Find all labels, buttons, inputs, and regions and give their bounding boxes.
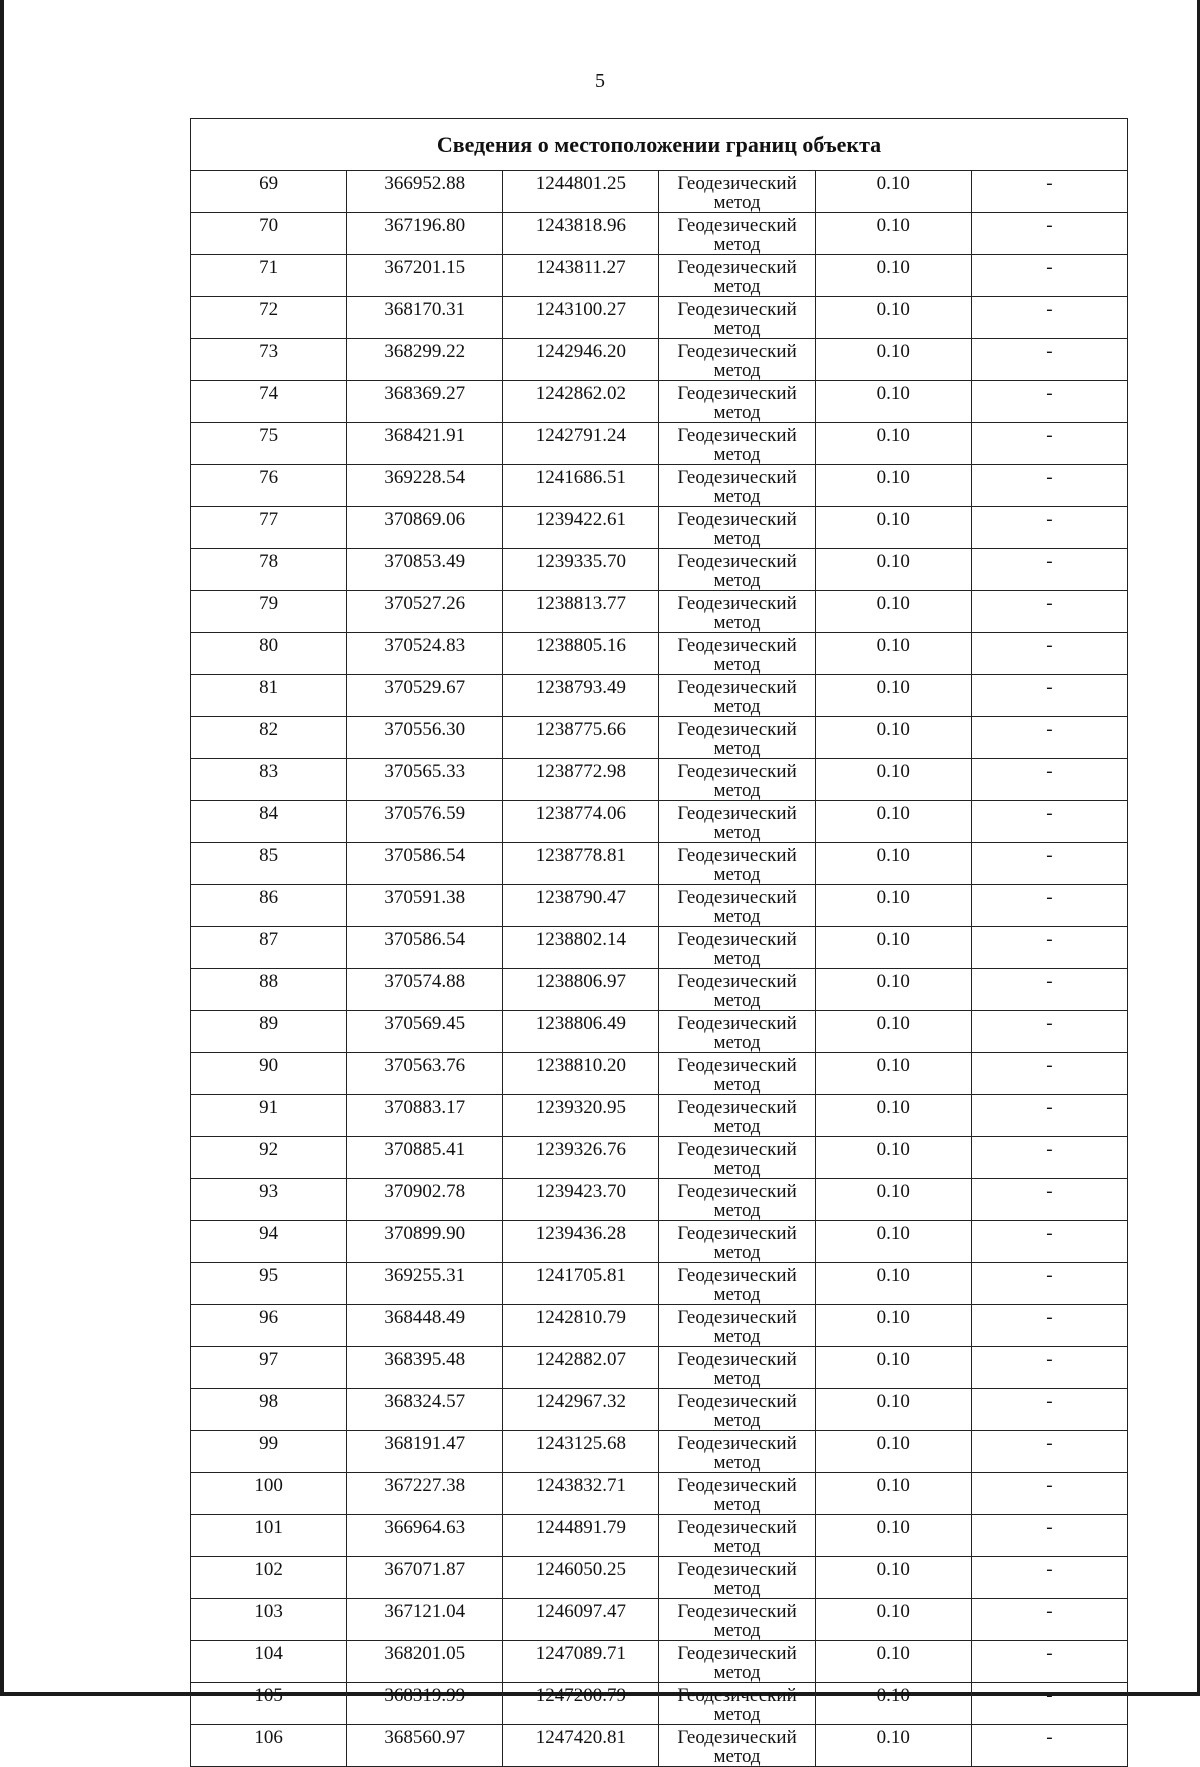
x-coordinate-cell: 370556.30 bbox=[347, 717, 503, 759]
table-row bbox=[191, 213, 1128, 255]
method-cell: Геодезический метод bbox=[659, 1305, 815, 1347]
x-coordinate-cell: 367227.38 bbox=[347, 1473, 503, 1515]
y-coordinate-cell: 1239436.28 bbox=[503, 1221, 659, 1263]
description-cell: - bbox=[971, 1641, 1127, 1683]
method-cell: Геодезический метод bbox=[659, 255, 815, 297]
x-coordinate-cell: 370569.45 bbox=[347, 1011, 503, 1053]
description-cell: - bbox=[971, 1515, 1127, 1557]
table-row bbox=[191, 1347, 1128, 1389]
table-row bbox=[191, 1389, 1128, 1431]
table-row bbox=[191, 759, 1128, 801]
y-coordinate-cell: 1238790.47 bbox=[503, 885, 659, 927]
point-number-cell: 71 bbox=[191, 255, 347, 297]
method-cell: Геодезический метод bbox=[659, 717, 815, 759]
x-coordinate-cell: 370529.67 bbox=[347, 675, 503, 717]
point-number-cell: 76 bbox=[191, 465, 347, 507]
description-cell: - bbox=[971, 1557, 1127, 1599]
point-number-cell: 88 bbox=[191, 969, 347, 1011]
y-coordinate-cell: 1243125.68 bbox=[503, 1431, 659, 1473]
x-coordinate-cell: 370883.17 bbox=[347, 1095, 503, 1137]
y-coordinate-cell: 1238805.16 bbox=[503, 633, 659, 675]
table-row bbox=[191, 423, 1128, 465]
method-cell: Геодезический метод bbox=[659, 927, 815, 969]
description-cell: - bbox=[971, 591, 1127, 633]
x-coordinate-cell: 367071.87 bbox=[347, 1557, 503, 1599]
accuracy-cell: 0.10 bbox=[815, 1011, 971, 1053]
point-number-cell: 94 bbox=[191, 1221, 347, 1263]
accuracy-cell: 0.10 bbox=[815, 1641, 971, 1683]
table-row bbox=[191, 675, 1128, 717]
method-cell: Геодезический метод bbox=[659, 1221, 815, 1263]
point-number-cell: 73 bbox=[191, 339, 347, 381]
description-cell: - bbox=[971, 1725, 1127, 1767]
method-cell: Геодезический метод bbox=[659, 591, 815, 633]
accuracy-cell: 0.10 bbox=[815, 423, 971, 465]
x-coordinate-cell: 368560.97 bbox=[347, 1725, 503, 1767]
description-cell: - bbox=[971, 1011, 1127, 1053]
y-coordinate-cell: 1239326.76 bbox=[503, 1137, 659, 1179]
method-cell: Геодезический метод bbox=[659, 297, 815, 339]
table-row bbox=[191, 1599, 1128, 1641]
table-row bbox=[191, 969, 1128, 1011]
method-cell: Геодезический метод bbox=[659, 801, 815, 843]
y-coordinate-cell: 1244801.25 bbox=[503, 171, 659, 213]
point-number-cell: 103 bbox=[191, 1599, 347, 1641]
accuracy-cell: 0.10 bbox=[815, 255, 971, 297]
method-cell: Геодезический метод bbox=[659, 549, 815, 591]
page-number: 5 bbox=[595, 70, 605, 92]
table-row bbox=[191, 507, 1128, 549]
y-coordinate-cell: 1247089.71 bbox=[503, 1641, 659, 1683]
x-coordinate-cell: 368421.91 bbox=[347, 423, 503, 465]
description-cell: - bbox=[971, 1221, 1127, 1263]
method-cell: Геодезический метод bbox=[659, 1473, 815, 1515]
point-number-cell: 99 bbox=[191, 1431, 347, 1473]
x-coordinate-cell: 370576.59 bbox=[347, 801, 503, 843]
x-coordinate-cell: 368201.05 bbox=[347, 1641, 503, 1683]
point-number-cell: 77 bbox=[191, 507, 347, 549]
method-cell: Геодезический метод bbox=[659, 171, 815, 213]
table-row bbox=[191, 1053, 1128, 1095]
description-cell: - bbox=[971, 1305, 1127, 1347]
y-coordinate-cell: 1238813.77 bbox=[503, 591, 659, 633]
y-coordinate-cell: 1238778.81 bbox=[503, 843, 659, 885]
description-cell: - bbox=[971, 633, 1127, 675]
accuracy-cell: 0.10 bbox=[815, 843, 971, 885]
point-number-cell: 104 bbox=[191, 1641, 347, 1683]
y-coordinate-cell: 1239335.70 bbox=[503, 549, 659, 591]
method-cell: Геодезический метод bbox=[659, 1641, 815, 1683]
table-body bbox=[191, 171, 1128, 1767]
description-cell: - bbox=[971, 927, 1127, 969]
method-cell: Геодезический метод bbox=[659, 1137, 815, 1179]
description-cell: - bbox=[971, 507, 1127, 549]
table-row bbox=[191, 297, 1128, 339]
accuracy-cell: 0.10 bbox=[815, 717, 971, 759]
accuracy-cell: 0.10 bbox=[815, 1473, 971, 1515]
description-cell: - bbox=[971, 1389, 1127, 1431]
table-row bbox=[191, 717, 1128, 759]
y-coordinate-cell: 1246097.47 bbox=[503, 1599, 659, 1641]
table-row bbox=[191, 1095, 1128, 1137]
description-cell: - bbox=[971, 1599, 1127, 1641]
y-coordinate-cell: 1243811.27 bbox=[503, 255, 659, 297]
table-row bbox=[191, 1515, 1128, 1557]
accuracy-cell: 0.10 bbox=[815, 549, 971, 591]
accuracy-cell: 0.10 bbox=[815, 1263, 971, 1305]
x-coordinate-cell: 366964.63 bbox=[347, 1515, 503, 1557]
description-cell: - bbox=[971, 549, 1127, 591]
table-row bbox=[191, 465, 1128, 507]
point-number-cell: 83 bbox=[191, 759, 347, 801]
accuracy-cell: 0.10 bbox=[815, 633, 971, 675]
method-cell: Геодезический метод bbox=[659, 759, 815, 801]
x-coordinate-cell: 368395.48 bbox=[347, 1347, 503, 1389]
y-coordinate-cell: 1238810.20 bbox=[503, 1053, 659, 1095]
x-coordinate-cell: 369255.31 bbox=[347, 1263, 503, 1305]
description-cell: - bbox=[971, 1473, 1127, 1515]
accuracy-cell: 0.10 bbox=[815, 1179, 971, 1221]
x-coordinate-cell: 370586.54 bbox=[347, 927, 503, 969]
point-number-cell: 80 bbox=[191, 633, 347, 675]
y-coordinate-cell: 1241686.51 bbox=[503, 465, 659, 507]
table-row bbox=[191, 1179, 1128, 1221]
point-number-cell: 97 bbox=[191, 1347, 347, 1389]
x-coordinate-cell: 370591.38 bbox=[347, 885, 503, 927]
method-cell: Геодезический метод bbox=[659, 423, 815, 465]
accuracy-cell: 0.10 bbox=[815, 171, 971, 213]
description-cell: - bbox=[971, 969, 1127, 1011]
y-coordinate-cell: 1238772.98 bbox=[503, 759, 659, 801]
method-cell: Геодезический метод bbox=[659, 1011, 815, 1053]
point-number-cell: 106 bbox=[191, 1725, 347, 1767]
table-row bbox=[191, 1431, 1128, 1473]
description-cell: - bbox=[971, 717, 1127, 759]
x-coordinate-cell: 369228.54 bbox=[347, 465, 503, 507]
table-row bbox=[191, 1011, 1128, 1053]
accuracy-cell: 0.10 bbox=[815, 759, 971, 801]
point-number-cell: 91 bbox=[191, 1095, 347, 1137]
table-row bbox=[191, 1263, 1128, 1305]
point-number-cell: 98 bbox=[191, 1389, 347, 1431]
table-row bbox=[191, 1725, 1128, 1767]
table-row bbox=[191, 1683, 1128, 1725]
y-coordinate-cell: 1239320.95 bbox=[503, 1095, 659, 1137]
method-cell: Геодезический метод bbox=[659, 1431, 815, 1473]
x-coordinate-cell: 370853.49 bbox=[347, 549, 503, 591]
accuracy-cell: 0.10 bbox=[815, 1725, 971, 1767]
point-number-cell: 89 bbox=[191, 1011, 347, 1053]
method-cell: Геодезический метод bbox=[659, 843, 815, 885]
x-coordinate-cell: 368448.49 bbox=[347, 1305, 503, 1347]
y-coordinate-cell: 1247200.79 bbox=[503, 1683, 659, 1725]
y-coordinate-cell: 1241705.81 bbox=[503, 1263, 659, 1305]
description-cell: - bbox=[971, 801, 1127, 843]
point-number-cell: 85 bbox=[191, 843, 347, 885]
description-cell: - bbox=[971, 1347, 1127, 1389]
table-row bbox=[191, 1641, 1128, 1683]
table-row bbox=[191, 843, 1128, 885]
description-cell: - bbox=[971, 171, 1127, 213]
x-coordinate-cell: 370565.33 bbox=[347, 759, 503, 801]
method-cell: Геодезический метод bbox=[659, 381, 815, 423]
method-cell: Геодезический метод bbox=[659, 675, 815, 717]
x-coordinate-cell: 368319.99 bbox=[347, 1683, 503, 1725]
x-coordinate-cell: 370869.06 bbox=[347, 507, 503, 549]
y-coordinate-cell: 1242862.02 bbox=[503, 381, 659, 423]
description-cell: - bbox=[971, 1179, 1127, 1221]
table-title: Сведения о местоположении границ объекта bbox=[191, 119, 1128, 171]
accuracy-cell: 0.10 bbox=[815, 1515, 971, 1557]
point-number-cell: 74 bbox=[191, 381, 347, 423]
accuracy-cell: 0.10 bbox=[815, 1557, 971, 1599]
table-row bbox=[191, 255, 1128, 297]
accuracy-cell: 0.10 bbox=[815, 591, 971, 633]
y-coordinate-cell: 1242946.20 bbox=[503, 339, 659, 381]
description-cell: - bbox=[971, 1683, 1127, 1725]
x-coordinate-cell: 370527.26 bbox=[347, 591, 503, 633]
accuracy-cell: 0.10 bbox=[815, 675, 971, 717]
description-cell: - bbox=[971, 423, 1127, 465]
y-coordinate-cell: 1243832.71 bbox=[503, 1473, 659, 1515]
y-coordinate-cell: 1238802.14 bbox=[503, 927, 659, 969]
description-cell: - bbox=[971, 255, 1127, 297]
x-coordinate-cell: 368369.27 bbox=[347, 381, 503, 423]
accuracy-cell: 0.10 bbox=[815, 465, 971, 507]
x-coordinate-cell: 370574.88 bbox=[347, 969, 503, 1011]
table-row bbox=[191, 591, 1128, 633]
table-row bbox=[191, 549, 1128, 591]
point-number-cell: 87 bbox=[191, 927, 347, 969]
point-number-cell: 69 bbox=[191, 171, 347, 213]
accuracy-cell: 0.10 bbox=[815, 1347, 971, 1389]
point-number-cell: 81 bbox=[191, 675, 347, 717]
method-cell: Геодезический метод bbox=[659, 507, 815, 549]
description-cell: - bbox=[971, 339, 1127, 381]
description-cell: - bbox=[971, 297, 1127, 339]
description-cell: - bbox=[971, 1053, 1127, 1095]
description-cell: - bbox=[971, 675, 1127, 717]
accuracy-cell: 0.10 bbox=[815, 969, 971, 1011]
accuracy-cell: 0.10 bbox=[815, 213, 971, 255]
accuracy-cell: 0.10 bbox=[815, 1095, 971, 1137]
point-number-cell: 95 bbox=[191, 1263, 347, 1305]
description-cell: - bbox=[971, 885, 1127, 927]
point-number-cell: 92 bbox=[191, 1137, 347, 1179]
table-title-row bbox=[191, 119, 1128, 171]
method-cell: Геодезический метод bbox=[659, 1347, 815, 1389]
point-number-cell: 78 bbox=[191, 549, 347, 591]
accuracy-cell: 0.10 bbox=[815, 507, 971, 549]
table-row bbox=[191, 1473, 1128, 1515]
table-row bbox=[191, 1305, 1128, 1347]
method-cell: Геодезический метод bbox=[659, 1557, 815, 1599]
x-coordinate-cell: 367121.04 bbox=[347, 1599, 503, 1641]
x-coordinate-cell: 370902.78 bbox=[347, 1179, 503, 1221]
table-row bbox=[191, 885, 1128, 927]
method-cell: Геодезический метод bbox=[659, 1683, 815, 1725]
point-number-cell: 101 bbox=[191, 1515, 347, 1557]
accuracy-cell: 0.10 bbox=[815, 297, 971, 339]
method-cell: Геодезический метод bbox=[659, 1389, 815, 1431]
accuracy-cell: 0.10 bbox=[815, 1599, 971, 1641]
method-cell: Геодезический метод bbox=[659, 465, 815, 507]
description-cell: - bbox=[971, 1431, 1127, 1473]
x-coordinate-cell: 367201.15 bbox=[347, 255, 503, 297]
point-number-cell: 70 bbox=[191, 213, 347, 255]
description-cell: - bbox=[971, 465, 1127, 507]
accuracy-cell: 0.10 bbox=[815, 801, 971, 843]
boundary-table-container bbox=[190, 118, 1128, 1767]
x-coordinate-cell: 368191.47 bbox=[347, 1431, 503, 1473]
x-coordinate-cell: 370885.41 bbox=[347, 1137, 503, 1179]
description-cell: - bbox=[971, 213, 1127, 255]
y-coordinate-cell: 1244891.79 bbox=[503, 1515, 659, 1557]
x-coordinate-cell: 367196.80 bbox=[347, 213, 503, 255]
description-cell: - bbox=[971, 759, 1127, 801]
x-coordinate-cell: 368299.22 bbox=[347, 339, 503, 381]
method-cell: Геодезический метод bbox=[659, 1725, 815, 1767]
accuracy-cell: 0.10 bbox=[815, 381, 971, 423]
accuracy-cell: 0.10 bbox=[815, 1683, 971, 1725]
method-cell: Геодезический метод bbox=[659, 633, 815, 675]
y-coordinate-cell: 1238806.97 bbox=[503, 969, 659, 1011]
y-coordinate-cell: 1238775.66 bbox=[503, 717, 659, 759]
accuracy-cell: 0.10 bbox=[815, 1221, 971, 1263]
point-number-cell: 96 bbox=[191, 1305, 347, 1347]
point-number-cell: 102 bbox=[191, 1557, 347, 1599]
description-cell: - bbox=[971, 381, 1127, 423]
point-number-cell: 86 bbox=[191, 885, 347, 927]
table-row bbox=[191, 927, 1128, 969]
method-cell: Геодезический метод bbox=[659, 1179, 815, 1221]
method-cell: Геодезический метод bbox=[659, 1599, 815, 1641]
point-number-cell: 72 bbox=[191, 297, 347, 339]
boundary-coordinates-table bbox=[190, 118, 1128, 1767]
x-coordinate-cell: 370563.76 bbox=[347, 1053, 503, 1095]
table-row bbox=[191, 633, 1128, 675]
method-cell: Геодезический метод bbox=[659, 339, 815, 381]
y-coordinate-cell: 1247420.81 bbox=[503, 1725, 659, 1767]
y-coordinate-cell: 1238806.49 bbox=[503, 1011, 659, 1053]
x-coordinate-cell: 366952.88 bbox=[347, 171, 503, 213]
accuracy-cell: 0.10 bbox=[815, 1053, 971, 1095]
point-number-cell: 90 bbox=[191, 1053, 347, 1095]
point-number-cell: 84 bbox=[191, 801, 347, 843]
accuracy-cell: 0.10 bbox=[815, 339, 971, 381]
table-row bbox=[191, 1221, 1128, 1263]
point-number-cell: 79 bbox=[191, 591, 347, 633]
y-coordinate-cell: 1238793.49 bbox=[503, 675, 659, 717]
method-cell: Геодезический метод bbox=[659, 1095, 815, 1137]
x-coordinate-cell: 368324.57 bbox=[347, 1389, 503, 1431]
method-cell: Геодезический метод bbox=[659, 885, 815, 927]
method-cell: Геодезический метод bbox=[659, 1263, 815, 1305]
description-cell: - bbox=[971, 1263, 1127, 1305]
description-cell: - bbox=[971, 1137, 1127, 1179]
table-row bbox=[191, 801, 1128, 843]
y-coordinate-cell: 1242967.32 bbox=[503, 1389, 659, 1431]
description-cell: - bbox=[971, 843, 1127, 885]
y-coordinate-cell: 1238774.06 bbox=[503, 801, 659, 843]
point-number-cell: 105 bbox=[191, 1683, 347, 1725]
point-number-cell: 100 bbox=[191, 1473, 347, 1515]
x-coordinate-cell: 370586.54 bbox=[347, 843, 503, 885]
accuracy-cell: 0.10 bbox=[815, 927, 971, 969]
y-coordinate-cell: 1243818.96 bbox=[503, 213, 659, 255]
table-row bbox=[191, 339, 1128, 381]
accuracy-cell: 0.10 bbox=[815, 1389, 971, 1431]
y-coordinate-cell: 1242791.24 bbox=[503, 423, 659, 465]
method-cell: Геодезический метод bbox=[659, 969, 815, 1011]
y-coordinate-cell: 1242882.07 bbox=[503, 1347, 659, 1389]
accuracy-cell: 0.10 bbox=[815, 1305, 971, 1347]
method-cell: Геодезический метод bbox=[659, 1515, 815, 1557]
y-coordinate-cell: 1239423.70 bbox=[503, 1179, 659, 1221]
method-cell: Геодезический метод bbox=[659, 1053, 815, 1095]
x-coordinate-cell: 370524.83 bbox=[347, 633, 503, 675]
point-number-cell: 75 bbox=[191, 423, 347, 465]
method-cell: Геодезический метод bbox=[659, 213, 815, 255]
y-coordinate-cell: 1242810.79 bbox=[503, 1305, 659, 1347]
table-row bbox=[191, 171, 1128, 213]
x-coordinate-cell: 368170.31 bbox=[347, 297, 503, 339]
point-number-cell: 93 bbox=[191, 1179, 347, 1221]
table-row bbox=[191, 381, 1128, 423]
point-number-cell: 82 bbox=[191, 717, 347, 759]
accuracy-cell: 0.10 bbox=[815, 1137, 971, 1179]
accuracy-cell: 0.10 bbox=[815, 1431, 971, 1473]
y-coordinate-cell: 1239422.61 bbox=[503, 507, 659, 549]
x-coordinate-cell: 370899.90 bbox=[347, 1221, 503, 1263]
table-row bbox=[191, 1557, 1128, 1599]
description-cell: - bbox=[971, 1095, 1127, 1137]
accuracy-cell: 0.10 bbox=[815, 885, 971, 927]
y-coordinate-cell: 1246050.25 bbox=[503, 1557, 659, 1599]
table-row bbox=[191, 1137, 1128, 1179]
y-coordinate-cell: 1243100.27 bbox=[503, 297, 659, 339]
